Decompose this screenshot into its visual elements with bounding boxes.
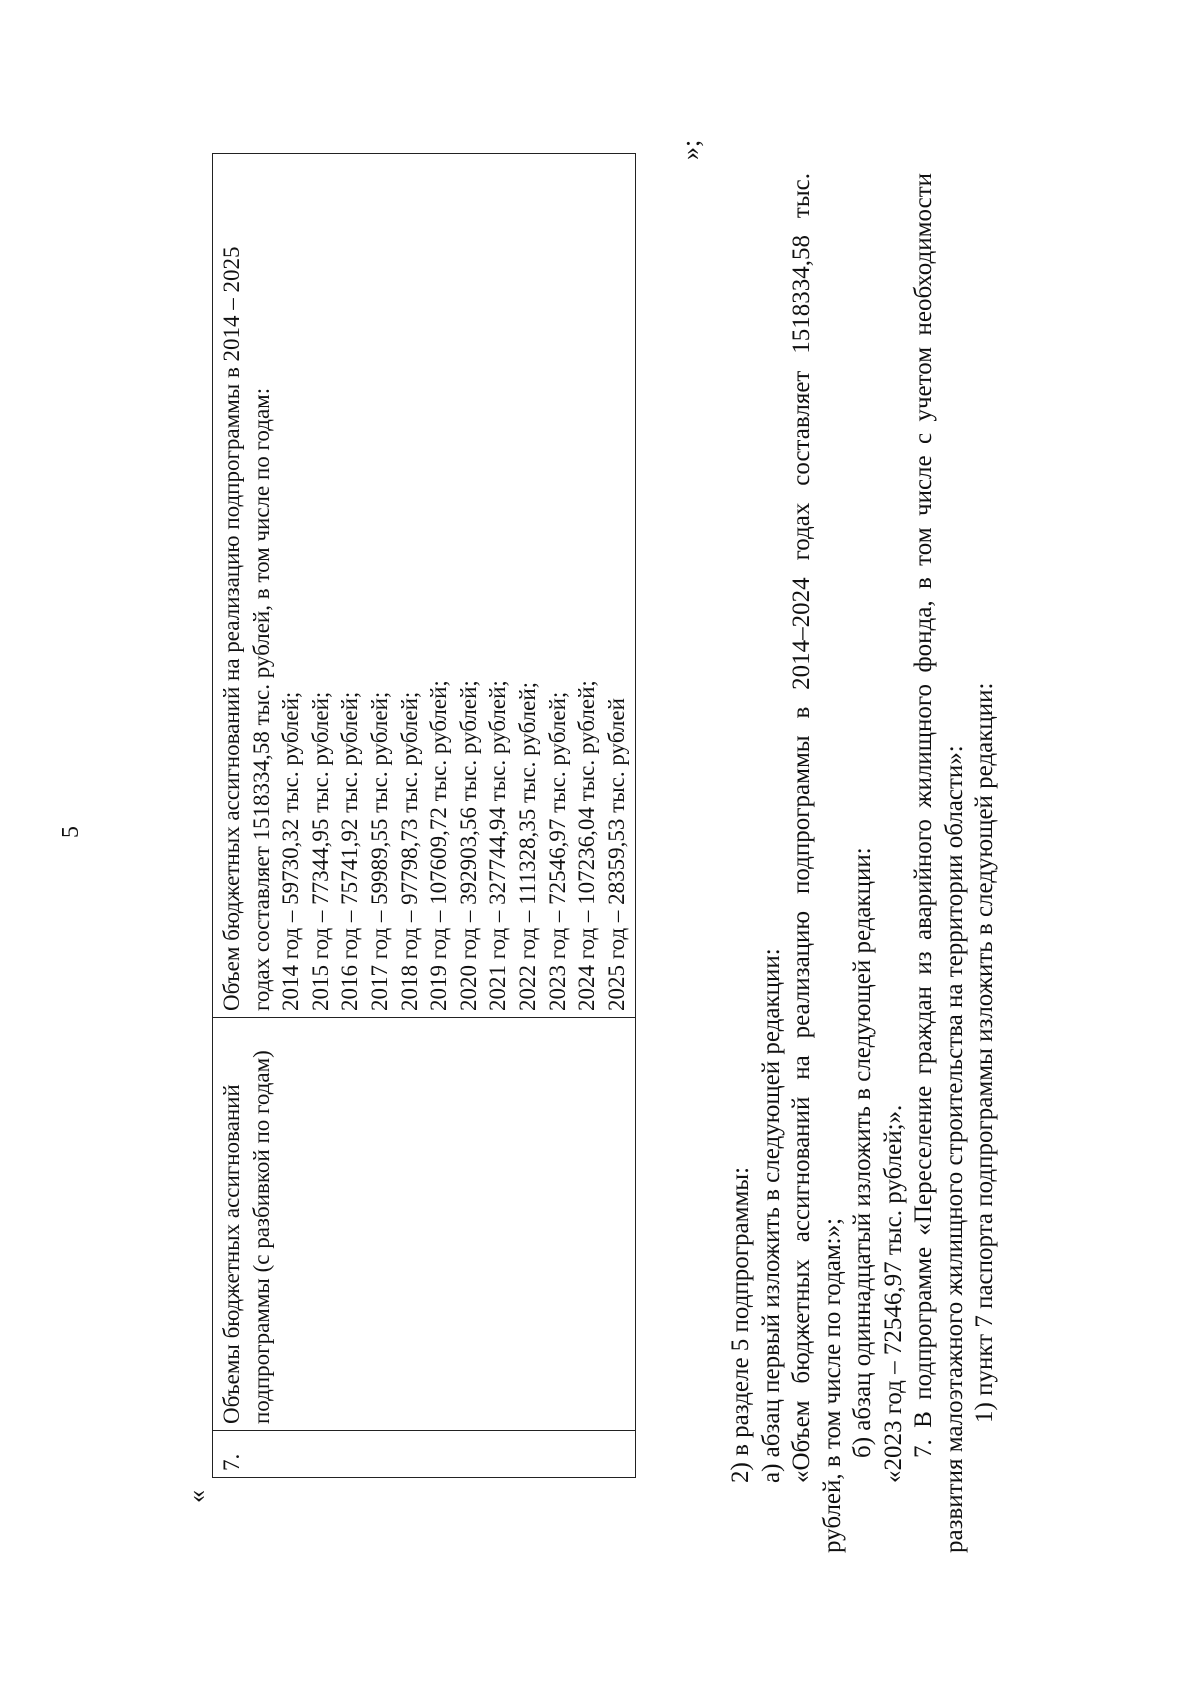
table-row: [213, 154, 636, 1478]
year-line: 2023 год – 72546,97 тыс. рублей;: [544, 691, 570, 1011]
year-line: 2018 год – 97798,73 тыс. рублей;: [396, 691, 422, 1011]
amendment-text: [726, 173, 1001, 1553]
paragraph: б) абзац одиннадцатый изложить в следующей редакции:: [849, 847, 876, 1458]
paragraph: 2) в разделе 5 подпрограммы:: [727, 1166, 754, 1483]
paragraph-continuation: развития малоэтажного жилищного строительства на территории области»:: [940, 745, 968, 1553]
row-number: 7.: [213, 1431, 636, 1478]
paragraph-continuation: рублей, в том числе по годам:»;: [818, 1217, 846, 1553]
table-open-quote: «: [182, 1490, 211, 1503]
year-line: 2022 год – 111328,35 тыс. рублей;: [514, 681, 540, 1011]
paragraph: «2023 год – 72546,97 тыс. рублей;».: [879, 1104, 907, 1483]
year-line: 2024 год – 107236,04 тыс. рублей;: [574, 680, 600, 1011]
year-line: 2014 год – 59730,32 тыс. рублей;: [278, 691, 304, 1011]
table-close-quote: »;: [676, 139, 705, 160]
paragraph: 7. В подпрограмме «Переселение граждан из аварийного жилищного фонда, в том числе с учетом необходимости: [910, 173, 937, 1458]
paragraph: 1) пункт 7 паспорта подпрограммы изложить в следующей редакции:: [971, 682, 998, 1423]
value-description-line: годах составляет 1518334,58 тыс. рублей, в том числе по годам:: [248, 387, 274, 1011]
year-line: 2025 год – 28359,53 тыс. рублей: [603, 698, 629, 1011]
row-value: [213, 154, 636, 1018]
paragraph: а) абзац первый изложить в следующей редакции:: [757, 948, 785, 1483]
value-description-line: Объем бюджетных ассигнований на реализацию подпрограммы в 2014 – 2025: [219, 246, 244, 1011]
year-line: 2020 год – 392903,56 тыс. рублей;: [455, 680, 481, 1011]
year-line: 2015 год – 77344,95 тыс. рублей;: [307, 691, 333, 1011]
year-line: 2021 год – 327744,94 тыс. рублей;: [485, 680, 511, 1011]
year-line: 2017 год – 59989,55 тыс. рублей;: [366, 691, 392, 1011]
year-line: 2016 год – 75741,92 тыс. рублей;: [337, 691, 363, 1011]
passport-table: [212, 153, 636, 1478]
row-name: Объемы бюджетных ассигнований подпрограммы (с разбивкой по годам): [213, 1018, 636, 1431]
page-number: 5: [58, 826, 84, 838]
paragraph: «Объем бюджетных ассигнований на реализацию подпрограммы в 2014–2024 годах составляет 1518334,58 тыс.: [788, 173, 815, 1483]
year-line: 2019 год – 107609,72 тыс. рублей;: [426, 680, 452, 1011]
